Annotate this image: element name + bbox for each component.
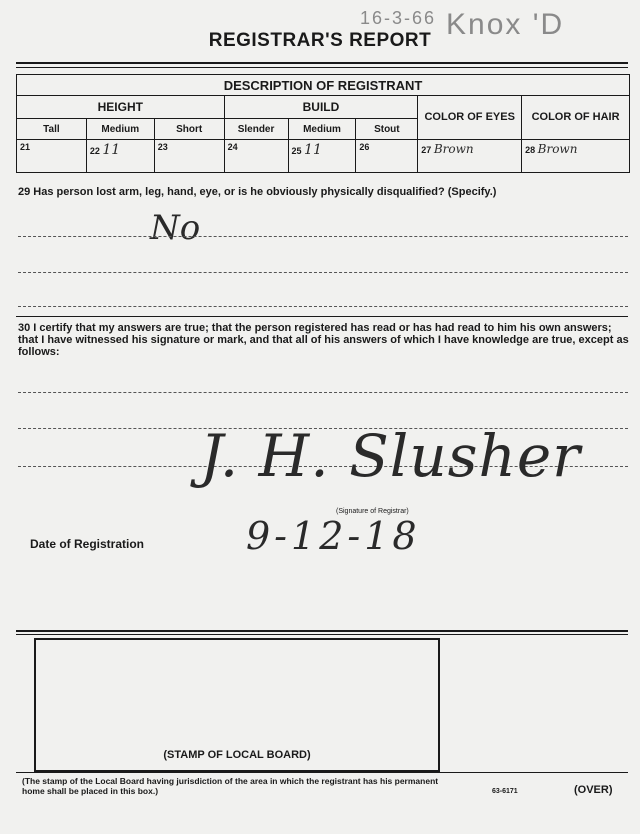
cell-21 <box>17 140 87 173</box>
height-header: HEIGHT <box>17 96 225 119</box>
cell-24 <box>224 140 288 173</box>
page-title: REGISTRAR'S REPORT <box>208 30 432 51</box>
answer-line <box>18 236 628 237</box>
hair-header: COLOR OF HAIR <box>522 96 630 140</box>
build-mark: 11 <box>304 142 322 158</box>
height-tall-header: Tall <box>17 119 87 140</box>
build-slender-header: Slender <box>224 119 288 140</box>
stamp-label: (STAMP OF LOCAL BOARD) <box>163 749 311 761</box>
over-label: (OVER) <box>574 784 613 796</box>
stamp-note: (The stamp of the Local Board having jurisdiction of the area in which the registrant has his permanent home shall be placed in this box.) <box>22 776 439 796</box>
hair-value: Brown <box>537 142 578 156</box>
field-number: 26 <box>359 142 370 152</box>
divider <box>16 634 628 635</box>
field-number: 27 <box>421 145 432 155</box>
answer-line <box>18 272 628 273</box>
cell-27 <box>418 140 522 173</box>
cell-28 <box>522 140 630 173</box>
cell-22 <box>86 140 154 173</box>
form-code: 63-6171 <box>492 788 518 795</box>
field-number: 24 <box>227 142 238 152</box>
stamp-county: Knox 'D <box>446 8 565 41</box>
height-medium-header: Medium <box>86 119 154 140</box>
stamp-number: 16-3-66 <box>360 8 437 28</box>
cell-26 <box>356 140 418 173</box>
signature-caption: (Signature of Registrar) <box>336 508 409 515</box>
date-value: 9-12-18 <box>246 514 421 558</box>
build-header: BUILD <box>224 96 418 119</box>
eyes-header: COLOR OF EYES <box>418 96 522 140</box>
build-stout-header: Stout <box>356 119 418 140</box>
divider <box>16 316 628 317</box>
build-medium-header: Medium <box>288 119 356 140</box>
divider <box>16 772 628 773</box>
field-number: 28 <box>525 145 536 155</box>
date-label: Date of Registration <box>30 537 145 551</box>
question-29-answer: No <box>150 208 201 248</box>
question-29: 29 Has person lost arm, leg, hand, eye, or is he obviously physically disqualified? (Specify.) <box>18 186 497 198</box>
section-title: DESCRIPTION OF REGISTRANT <box>17 75 630 96</box>
field-number: 23 <box>157 142 168 152</box>
eyes-value: Brown <box>433 142 474 156</box>
divider <box>16 67 628 68</box>
answer-line <box>18 306 628 307</box>
height-mark: 11 <box>102 142 121 158</box>
description-table <box>16 74 630 173</box>
field-number: 22 <box>89 146 100 156</box>
field-number: 25 <box>291 146 302 156</box>
cell-25 <box>288 140 356 173</box>
answer-line <box>18 392 628 393</box>
field-number: 21 <box>20 142 31 152</box>
divider <box>16 630 628 632</box>
cell-23 <box>154 140 224 173</box>
divider <box>16 62 628 64</box>
height-short-header: Short <box>154 119 224 140</box>
registrar-signature: J. H. Slusher <box>200 422 581 490</box>
question-30: 30 I certify that my answers are true; that the person registered has read or has had read to him his own answers; that I have witnessed his signature or mark, and that all of his answers of which I have knowledge are true, except as follows: <box>18 322 629 358</box>
